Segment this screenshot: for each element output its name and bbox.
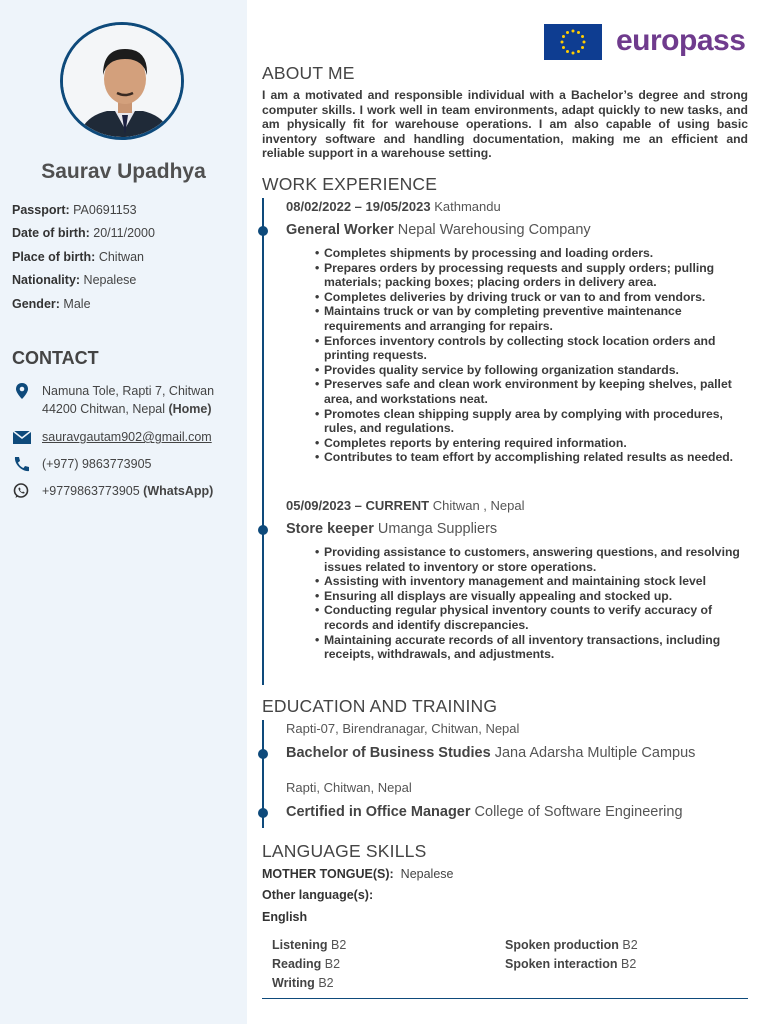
eu-star: [583, 41, 586, 44]
pob-value: Chitwan: [98, 250, 144, 264]
gender-label: Gender:: [12, 297, 60, 311]
edu-2-institution: College of Software Engineering: [474, 804, 683, 820]
person-photo-icon: [63, 25, 184, 140]
contact-heading: CONTACT: [12, 348, 99, 368]
edu-1-title: Bachelor of Business Studies: [286, 745, 491, 761]
whatsapp-icon: [12, 482, 32, 500]
duty-item: • Assisting with inventory management and maintaining stock level: [324, 574, 754, 589]
profile-photo: [60, 22, 184, 140]
duty-item: • Provides quality service by following organization standards.: [324, 363, 754, 378]
edu-1-institution: Jana Adarsha Multiple Campus: [494, 745, 696, 761]
job-1-heading: [286, 222, 591, 238]
eu-star: [572, 30, 575, 33]
edu-1-location: Rapti-07, Birendranagar, Chitwan, Nepal: [286, 721, 520, 736]
eu-star: [577, 31, 580, 34]
dob-label: Date of birth:: [12, 226, 90, 240]
eu-star: [577, 50, 580, 53]
pob-label: Place of birth:: [12, 250, 96, 264]
about-heading: ABOUT ME: [262, 63, 355, 83]
language-heading: LANGUAGE SKILLS: [262, 841, 427, 861]
job-1-date-range: 08/02/2022 – 19/05/2023: [286, 199, 431, 214]
nationality-label: Nationality:: [12, 273, 81, 287]
gender-info: [12, 297, 91, 311]
address-tag: (Home): [168, 402, 212, 416]
phone-icon: [12, 455, 32, 473]
pob-info: [12, 250, 144, 264]
duty-item: • Completes deliveries by driving truck or van to and from vendors.: [324, 290, 754, 305]
eu-flag-icon: [544, 24, 602, 60]
duty-item: • Conducting regular physical inventory counts to verify accuracy of records and identify discrepancies.: [324, 603, 754, 632]
dob-info: [12, 226, 155, 240]
work-heading: WORK EXPERIENCE: [262, 174, 438, 194]
phone-number[interactable]: (+977) 9863773905: [42, 457, 152, 471]
edu-1-heading: [286, 745, 695, 761]
about-text: I am a motivated and responsible individual with a Bachelor’s degree and strong computer skills. I work well in team environments, adapt quickly to new tasks, and am physically fit for warehouse operations. I am also capable of using basic inventory software and handling documentation, making me an efficient and reliable support in a warehouse setting.: [262, 88, 748, 161]
job-2-heading: [286, 521, 497, 537]
passport-label: Passport:: [12, 203, 70, 217]
eu-star: [562, 46, 565, 49]
eu-star: [566, 31, 569, 34]
duty-item: • Contributes to team effort by accomplishing related results as needed.: [324, 450, 754, 465]
job-2-dates: [286, 498, 524, 513]
duty-item: • Promotes clean shipping supply area by complying with procedures, rules, and regulations.: [324, 407, 754, 436]
envelope-icon: [12, 428, 32, 446]
eu-star: [562, 35, 565, 38]
mother-tongue-value: Nepalese: [400, 867, 454, 881]
other-language-name: English: [262, 910, 308, 924]
address-line2: 44200 Chitwan, Nepal: [42, 402, 165, 416]
passport-value: PA0691153: [73, 203, 137, 217]
address-line1: Namuna Tole, Rapti 7, Chitwan: [42, 384, 215, 398]
whatsapp-tag: (WhatsApp): [143, 484, 214, 498]
job-1-employer: Nepal Warehousing Company: [397, 222, 591, 238]
passport-info: [12, 203, 137, 217]
timeline-dot: [258, 808, 268, 818]
location-pin-icon: [12, 382, 32, 400]
duty-item: • Enforces inventory controls by collecting stock location orders and printing requests.: [324, 334, 754, 363]
job-1-location: Kathmandu: [434, 199, 501, 214]
skill-writing: Writing B2: [272, 976, 334, 990]
duty-item: • Maintains truck or van by completing preventive maintenance requirements and arranging for repairs.: [324, 304, 754, 333]
job-2-title: Store keeper: [286, 521, 374, 537]
duty-item: • Completes shipments by processing and loading orders.: [324, 246, 754, 261]
address-row: [12, 382, 214, 418]
skill-reading: Reading B2: [272, 957, 341, 971]
mother-tongue-label: MOTHER TONGUE(S):: [262, 867, 394, 881]
duty-item: • Preserves safe and clean work environment by keeping shelves, pallet area, and workstations neat.: [324, 377, 754, 406]
eu-star: [572, 52, 575, 55]
skill-listening: Listening B2: [272, 938, 347, 952]
timeline-dot: [258, 226, 268, 236]
job-1-dates: [286, 199, 501, 214]
duty-item: • Maintaining accurate records of all inventory transactions, including receipts, withdrawals, and adjustments.: [324, 633, 754, 662]
whatsapp-number[interactable]: +9779863773905: [42, 484, 140, 498]
timeline-dot: [258, 749, 268, 759]
edu-2-heading: [286, 804, 683, 820]
duty-item: • Ensuring all displays are visually appealing and stocked up.: [324, 589, 754, 604]
skill-spoken-interaction: Spoken interaction B2: [505, 957, 637, 971]
edu-2-location: Rapti, Chitwan, Nepal: [286, 780, 412, 795]
eu-star: [566, 50, 569, 53]
work-timeline: [262, 198, 264, 685]
timeline-dot: [258, 525, 268, 535]
job-2-duties: [324, 545, 754, 662]
job-1-title: General Worker: [286, 222, 394, 238]
duty-item: • Providing assistance to customers, answering questions, and resolving issues related to inventory or store operations.: [324, 545, 754, 574]
europass-logo: europass: [616, 24, 746, 57]
duty-item: • Completes reports by entering required information.: [324, 436, 754, 451]
job-1-duties: [324, 246, 754, 465]
duty-item: • Prepares orders by processing requests and supply orders; pulling materials; packing boxes; placing orders in delivery area.: [324, 261, 754, 290]
gender-value: Male: [63, 297, 91, 311]
person-name: Saurav Upadhya: [41, 160, 206, 183]
email-link[interactable]: sauravgautam902@gmail.com: [42, 430, 212, 444]
email-row: [12, 428, 212, 446]
eu-star: [561, 41, 564, 44]
job-2-location: Chitwan , Nepal: [432, 498, 525, 513]
nationality-value: Nepalese: [83, 273, 137, 287]
eu-star: [581, 35, 584, 38]
job-2-employer: Umanga Suppliers: [377, 521, 498, 537]
divider: [262, 998, 748, 999]
eu-star: [581, 46, 584, 49]
nationality-info: [12, 273, 136, 287]
phone-row: [12, 455, 151, 473]
skill-spoken-production: Spoken production B2: [505, 938, 638, 952]
job-2-date-range: 05/09/2023 – CURRENT: [286, 498, 430, 513]
whatsapp-row: [12, 482, 213, 500]
edu-2-title: Certified in Office Manager: [286, 804, 471, 820]
other-languages-label: Other language(s):: [262, 888, 374, 902]
dob-value: 20/11/2000: [93, 226, 155, 240]
education-heading: EDUCATION AND TRAINING: [262, 696, 498, 716]
mother-tongue: [262, 867, 454, 881]
sidebar: [0, 0, 247, 1024]
